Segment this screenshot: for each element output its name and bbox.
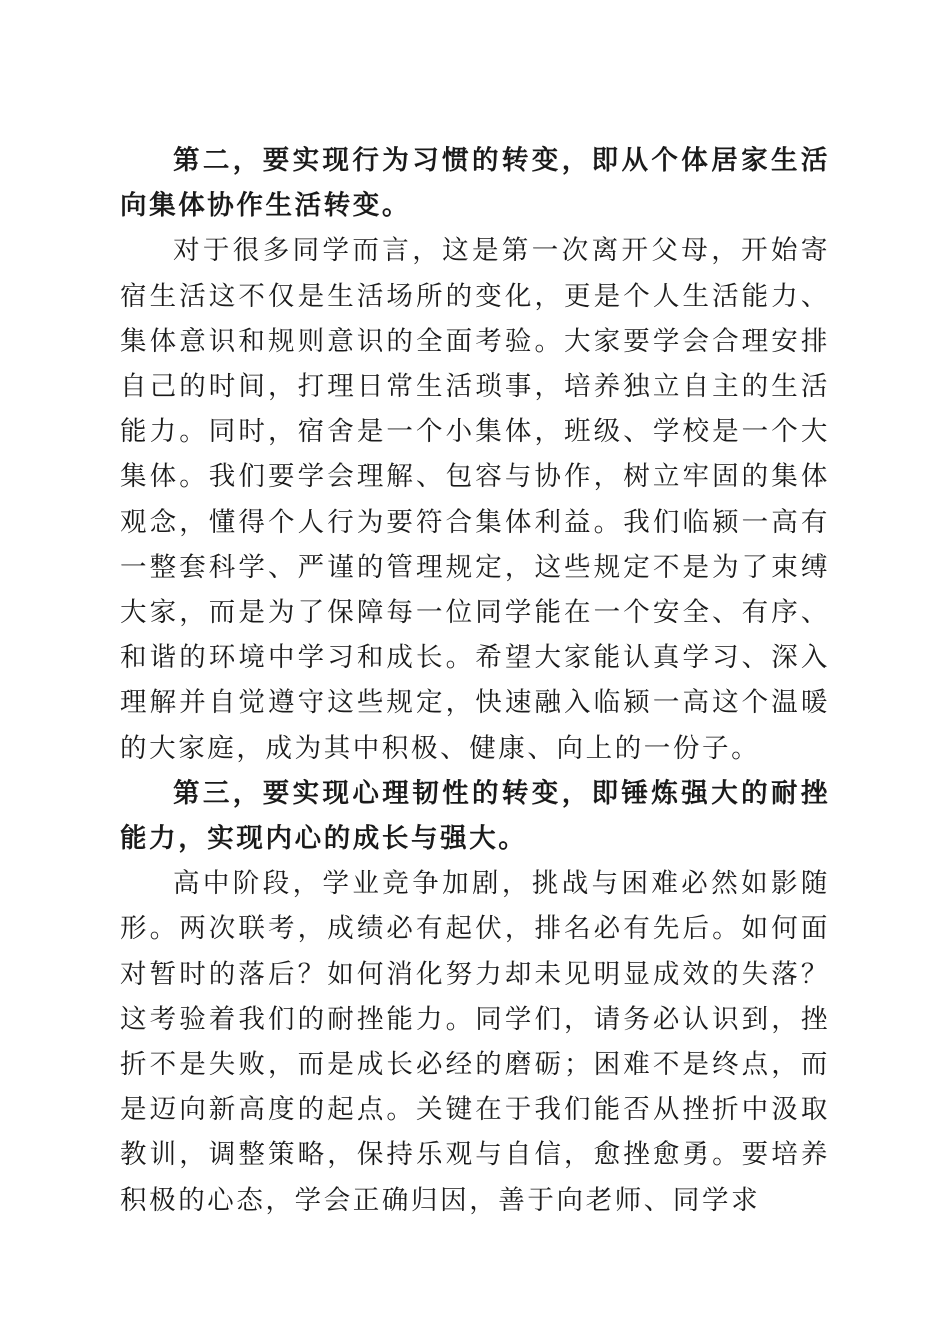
section-heading-resilience: 第三，要实现心理韧性的转变，即锤炼强大的耐挫能力，实现内心的成长与强大。: [120, 777, 830, 855]
section-heading-habits: 第二，要实现行为习惯的转变，即从个体居家生活向集体协作生活转变。: [120, 145, 830, 222]
body-paragraph-collective-life: 对于很多同学而言，这是第一次离开父母，开始寄宿生活这不仅是生活场所的变化，更是个人生活能力、集体意识和规则意识的全面考验。大家要学会合理安排自己的时间，打理日常生活琐事，培养独立自主的生活能力。同时，宿舍是一个小集体，班级、学校是一个大集体。我们要学会理解、包容与协作，树立牢固的集体观念，懂得个人行为要符合集体利益。我们临颍一高有一整套科学、严谨的管理规定，这些规定不是为了束缚大家，而是为了保障每一位同学能在一个安全、有序、和谐的环境中学习和成长。希望大家能认真学习、深入理解并自觉遵守这些规定，快速融入临颍一高这个温暖的大家庭，成为其中积极、健康、向上的一份子。: [120, 235, 830, 764]
body-paragraph-resilience: 高中阶段，学业竞争加剧，挑战与困难必然如影随形。两次联考，成绩必有起伏，排名必有先后。如何面对暂时的落后？如何消化努力却未见明显成效的失落？这考验着我们的耐挫能力。同学们，请务必认识到，挫折不是失败，而是成长必经的磨砺；困难不是终点，而是迈向新高度的起点。关键在于我们能否从挫折中汲取教训，调整策略，保持乐观与自信，愈挫愈勇。要培养积极的心态，学会正确归因，善于向老师、同学求: [120, 868, 830, 1216]
document-page: [120, 138, 830, 1223]
